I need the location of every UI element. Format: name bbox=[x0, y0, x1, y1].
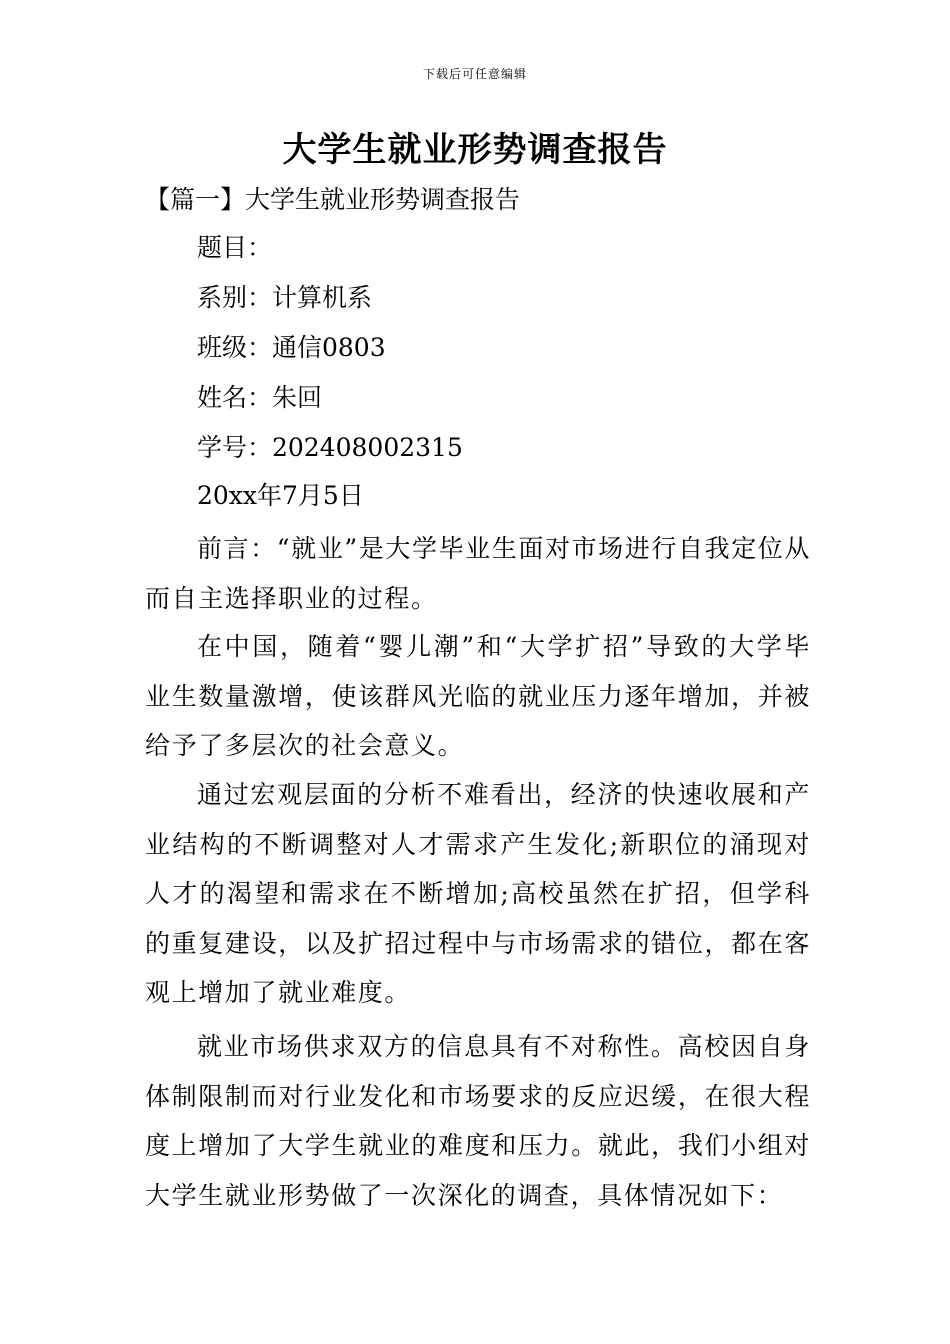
paragraph-background: 在中国，随着“婴儿潮”和“大学扩招”导致的大学毕业生数量激增，使该群风光临的就业压力逐年增加，并被给予了多层次的社会意义。 bbox=[145, 632, 811, 760]
document-title: 大学生就业形势调查报告 bbox=[282, 130, 668, 170]
header-note: 下载后可任意编辑 bbox=[422, 67, 527, 81]
section-heading: 【篇一】大学生就业形势调查报告 bbox=[145, 185, 521, 214]
paragraph-analysis: 通过宏观层面的分析不难看出，经济的快速收展和产业结构的不断调整对人才需求产生发化;新职位的涌现对人才的渴望和需求在不断增加;高校虽然在扩招，但学科的重复建设，以及扩招过程中与市场需求的错位，都在客观上增加了就业难度。 bbox=[145, 780, 811, 1007]
meta-topic: 题目： bbox=[197, 233, 273, 262]
meta-department: 系别：计算机系 bbox=[197, 283, 373, 312]
meta-name: 姓名：朱回 bbox=[197, 383, 323, 412]
paragraph-survey: 就业市场供求双方的信息具有不对称性。高校因自身体制限制而对行业发化和市场要求的反应迟缓，在很大程度上增加了大学生就业的难度和压力。就此，我们小组对大学生就业形势做了一次深化的调查，具体情况如下： bbox=[145, 1032, 811, 1210]
meta-student-id: 学号：202408002315 bbox=[197, 433, 463, 462]
paragraph-preface: 前言：“就业”是大学毕业生面对市场进行自我定位从而自主选择职业的过程。 bbox=[145, 534, 811, 613]
meta-class: 班级：通信0803 bbox=[197, 333, 386, 362]
meta-date: 20xx年7月5日 bbox=[197, 481, 364, 510]
